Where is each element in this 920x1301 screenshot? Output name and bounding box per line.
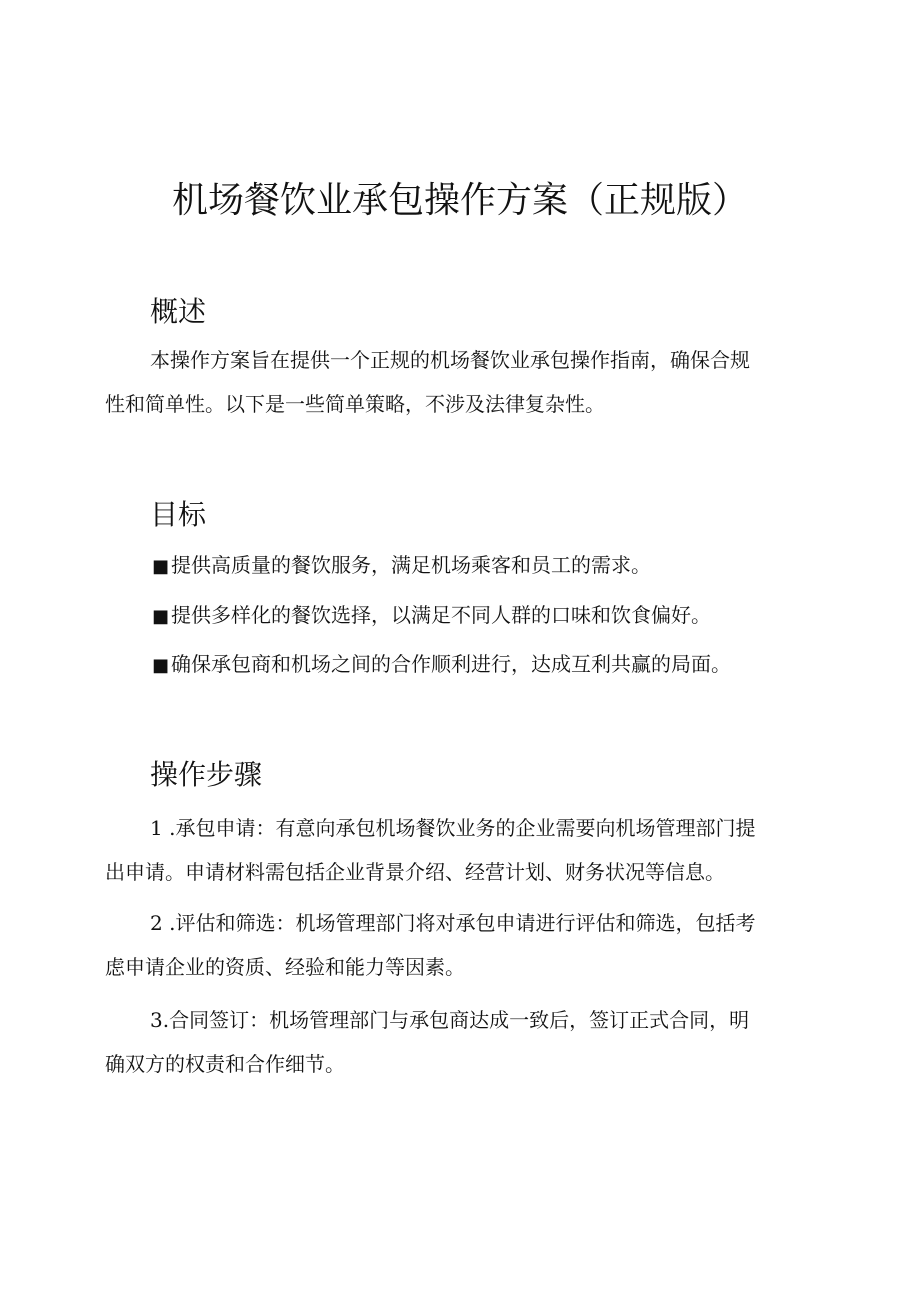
overview-line-2: 性和简单性。以下是一些简单策略，不涉及法律复杂性。 [105,392,605,416]
overview-paragraph [105,338,825,426]
step-line-1: 2 .评估和筛选：机场管理部门将对承包申请进行评估和筛选，包括考 [150,911,756,935]
square-bullet-icon: ■ [152,655,170,676]
step-line-2: 确双方的权责和合作细节。 [105,1052,345,1076]
step-item [105,901,825,989]
steps-heading: 操作步骤 [150,758,263,791]
step-item [105,806,825,894]
goal-item [152,600,711,632]
goal-item-text: 提供高质量的餐饮服务，满足机场乘客和员工的需求。 [171,553,652,577]
overview-heading: 概述 [150,295,207,328]
step-line-1: 3.合同签订：机场管理部门与承包商达成一致后，签订正式合同，明 [150,1008,750,1032]
step-line-2: 出申请。申请材料需包括企业背景介绍、经营计划、财务状况等信息。 [105,860,725,884]
goal-item [152,649,731,681]
goals-heading: 目标 [150,498,207,531]
step-line-2: 虑申请企业的资质、经验和能力等因素。 [105,955,465,979]
square-bullet-icon: ■ [152,556,170,577]
step-item [105,998,825,1086]
goal-item-text: 提供多样化的餐饮选择，以满足不同人群的口味和饮食偏好。 [171,603,712,627]
step-line-1: 1 .承包申请：有意向承包机场餐饮业务的企业需要向机场管理部门提 [150,816,756,840]
overview-line-1: 本操作方案旨在提供一个正规的机场餐饮业承包操作指南，确保合规 [150,348,750,372]
square-bullet-icon: ■ [152,606,170,627]
document-title: 机场餐饮业承包操作方案（正规版） [171,180,748,221]
goal-item-text: 确保承包商和机场之间的合作顺利进行，达成互利共赢的局面。 [171,652,732,676]
goal-item [152,550,651,582]
